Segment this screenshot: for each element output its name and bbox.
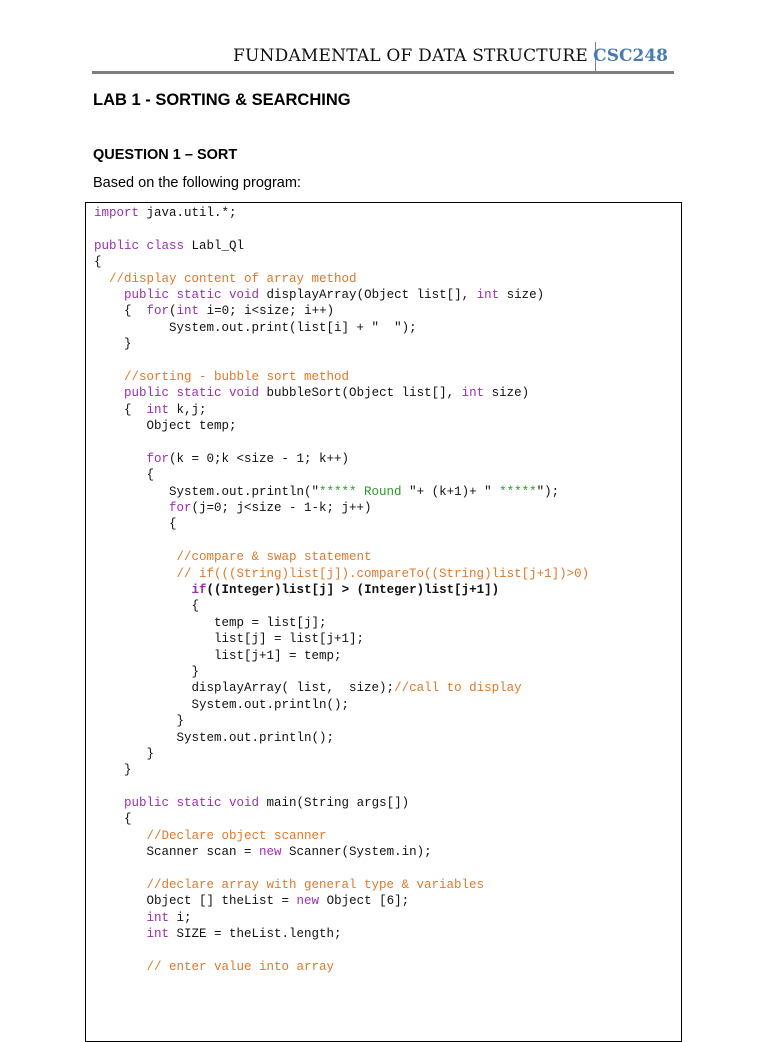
code-token: }: [94, 746, 155, 761]
code-token: Labl_Ql: [184, 238, 245, 253]
code-line: [94, 713, 589, 729]
code-token: SIZE = theList.length;: [169, 927, 342, 942]
code-line: [94, 795, 589, 811]
code-token: int: [146, 402, 170, 417]
code-line: [94, 320, 589, 336]
header-rule: [92, 71, 674, 74]
code-token: Scanner(System.in);: [281, 845, 432, 860]
code-token: {: [94, 599, 200, 614]
code-line: [94, 221, 589, 237]
code-token: System.out.println();: [94, 697, 350, 712]
course-code: CSC248: [593, 46, 668, 66]
code-token: Object temp;: [94, 419, 237, 434]
code-token: {: [94, 468, 155, 483]
code-token: int: [461, 386, 485, 401]
code-token: {: [94, 255, 102, 270]
code-token: }: [94, 714, 185, 729]
code-token: public static void: [124, 796, 260, 811]
code-token: for: [169, 501, 192, 516]
code-token: [94, 386, 124, 400]
code-line: [94, 598, 589, 614]
code-token: System.out.println(": [94, 484, 320, 499]
code-token: {: [94, 402, 147, 417]
code-listing: [94, 205, 589, 975]
code-token: }: [94, 664, 200, 679]
code-line: [94, 680, 589, 696]
code-line: [94, 451, 589, 467]
code-token: ");: [536, 484, 560, 499]
code-line: [94, 893, 589, 909]
code-line: [94, 844, 589, 860]
code-line: [94, 353, 589, 369]
code-token: i;: [169, 910, 192, 925]
code-token: public class: [94, 238, 185, 253]
question-title: QUESTION 1 – SORT: [93, 147, 238, 163]
code-line: [94, 287, 589, 303]
code-token: main(String args[]): [259, 796, 410, 811]
code-line: [94, 516, 589, 532]
code-token: {: [94, 304, 147, 319]
code-line: [94, 664, 589, 680]
code-line: [94, 828, 589, 844]
code-token: displayArray(Object list[],: [259, 287, 477, 302]
code-line: [94, 582, 589, 598]
code-line: [94, 418, 589, 434]
code-line: [94, 303, 589, 319]
code-token: //Declare object scanner: [94, 828, 327, 843]
code-token: temp = list[j];: [94, 615, 327, 630]
code-line: [94, 271, 589, 287]
code-token: //display content of array method: [94, 271, 357, 286]
code-token: (k = 0;k <size - 1; k++): [169, 451, 350, 466]
code-line: [94, 549, 589, 565]
code-line: [94, 648, 589, 664]
code-token: System.out.println();: [94, 730, 335, 745]
code-line: [94, 877, 589, 893]
code-token: [94, 452, 147, 466]
code-token: [94, 911, 147, 925]
code-token: int: [176, 304, 200, 319]
code-token: (j=0; j<size - 1-k; j++): [191, 501, 372, 516]
code-token: // if(((String)list[j]).compareTo((String)list[j+1])>0): [94, 566, 590, 581]
code-token: //sorting - bubble sort method: [94, 369, 350, 384]
code-line: [94, 254, 589, 270]
code-token: ((Integer)list[j] > (Integer)list[j+1]): [206, 582, 500, 597]
code-token: Object [6];: [319, 894, 410, 909]
code-line: [94, 959, 589, 975]
code-line: [94, 926, 589, 942]
code-token: "+ (k+1)+ ": [409, 484, 492, 499]
code-token: new: [296, 894, 320, 909]
code-line: [94, 631, 589, 647]
code-token: for: [146, 451, 170, 466]
code-token: *****: [491, 484, 537, 499]
code-token: public static void: [124, 386, 260, 401]
code-token: if: [191, 582, 207, 597]
code-token: int: [476, 287, 500, 302]
code-token: }: [94, 763, 132, 778]
code-token: [94, 796, 124, 810]
code-token: Object [] theList =: [94, 894, 297, 909]
code-token: [94, 583, 192, 597]
code-line: [94, 566, 589, 582]
code-line: [94, 205, 589, 221]
code-line: [94, 730, 589, 746]
code-token: (: [169, 304, 177, 319]
code-token: bubbleSort(Object list[],: [259, 386, 462, 401]
code-token: list[j+1] = temp;: [94, 648, 342, 663]
code-line: [94, 697, 589, 713]
code-line: [94, 434, 589, 450]
code-token: [94, 927, 147, 941]
code-line: [94, 336, 589, 352]
code-token: size): [484, 386, 530, 401]
code-line: [94, 746, 589, 762]
code-token: [379, 321, 394, 335]
code-token: k,j;: [169, 402, 207, 417]
code-token: [94, 501, 169, 515]
code-token: int: [146, 927, 170, 942]
code-token: {: [94, 812, 132, 827]
page-header: [92, 42, 674, 72]
code-token: displayArray( list, size);: [94, 681, 395, 696]
code-line: [94, 467, 589, 483]
code-token: i=0; i<size; i++): [199, 304, 335, 319]
code-token: //call to display: [394, 681, 522, 696]
code-line: [94, 369, 589, 385]
code-line: [94, 811, 589, 827]
lab-title: LAB 1 - SORTING & SEARCHING: [93, 91, 351, 109]
code-token: //compare & swap statement: [94, 550, 372, 565]
code-token: list[j] = list[j+1];: [94, 632, 365, 647]
code-line: [94, 943, 589, 959]
code-token: ***** Round: [319, 484, 410, 499]
code-line: [94, 762, 589, 778]
code-token: }: [94, 337, 132, 352]
code-line: [94, 484, 589, 500]
code-line: [94, 533, 589, 549]
code-token: Scanner scan =: [94, 845, 260, 860]
code-token: //declare array with general type & variables: [94, 878, 485, 893]
intro-text: Based on the following program:: [93, 175, 301, 191]
code-token: [94, 288, 124, 302]
code-token: int: [146, 910, 170, 925]
code-token: ");: [394, 320, 417, 335]
code-line: [94, 385, 589, 401]
code-token: System.out.print(list[i] + ": [94, 320, 380, 335]
code-token: import: [94, 206, 140, 220]
code-line: [94, 861, 589, 877]
code-line: [94, 615, 589, 631]
code-token: public static void: [124, 287, 260, 302]
code-line: [94, 500, 589, 516]
code-token: {: [94, 517, 177, 532]
code-line: [94, 910, 589, 926]
code-line: [94, 238, 589, 254]
code-token: // enter value into array: [94, 959, 335, 974]
code-line: [94, 402, 589, 418]
code-token: for: [146, 304, 170, 319]
code-listing-box: [85, 202, 682, 1042]
document-title: FUNDAMENTAL OF DATA STRUCTURE: [233, 46, 588, 66]
code-token: new: [259, 845, 282, 860]
code-line: [94, 779, 589, 795]
code-token: size): [499, 287, 545, 302]
code-token: java.util.*;: [139, 206, 237, 220]
